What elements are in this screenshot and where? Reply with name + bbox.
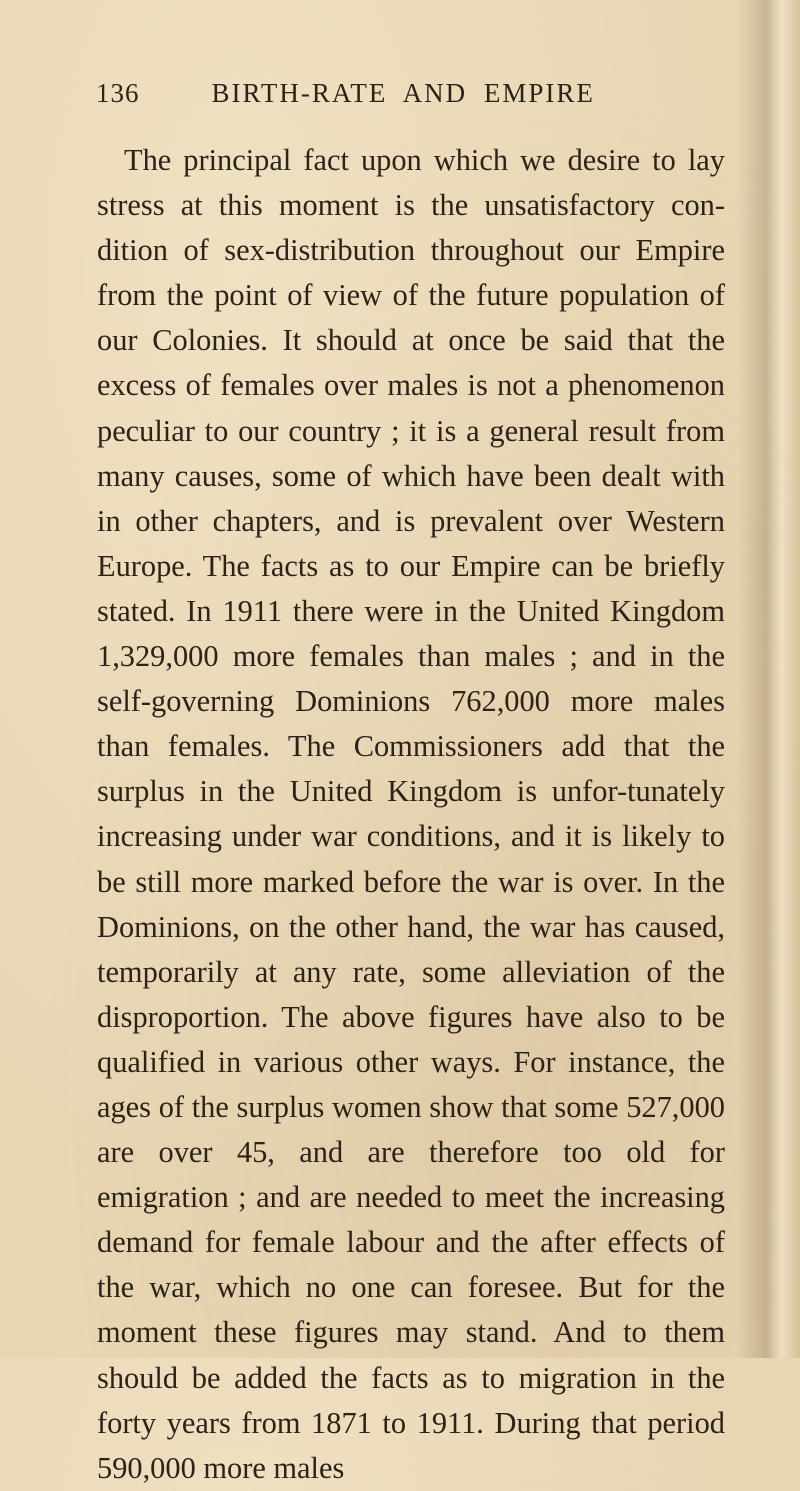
page-number: 136 <box>96 78 140 108</box>
body-paragraph: The principal fact upon which we desire to lay stress at this moment is the unsatisfactory con-dition of sex-distribution throughout our Empire from the point of view of the future population of our Colonies. It should at once be said that the excess of females over males is not a phenomenon peculiar to our country ; it is a general result from many causes, some of which have been dealt with in other chapters, and is prevalent over Western Europe. The facts as to our Empire can be briefly stated. In 1911 there were in the United Kingdom 1,329,000 more females than males ; and in the self-governing Dominions 762,000 more males than females. The Commissioners add that the surplus in the United Kingdom is unfor-tunately increasing under war conditions, and it is likely to be still more marked before the war is over. In the Dominions, on the other hand, the war has caused, temporarily at any rate, some alleviation of the disproportion. The above figures have also to be qualified in various other ways. For instance, the ages of the surplus women show that some 527,000 are over 45, and are therefore too old for emigration ; and are needed to meet the increasing demand for female labour and the after effects of the war, which no one can foresee. But for the moment these figures may stand. And to them should be added the facts as to migration in the forty years from 1871 to 1911. During that period 590,000 more males <box>97 143 725 1485</box>
running-head <box>96 78 724 118</box>
running-head-title: BIRTH-RATE AND EMPIRE <box>211 78 595 108</box>
page-edge-shadow <box>738 0 800 1358</box>
